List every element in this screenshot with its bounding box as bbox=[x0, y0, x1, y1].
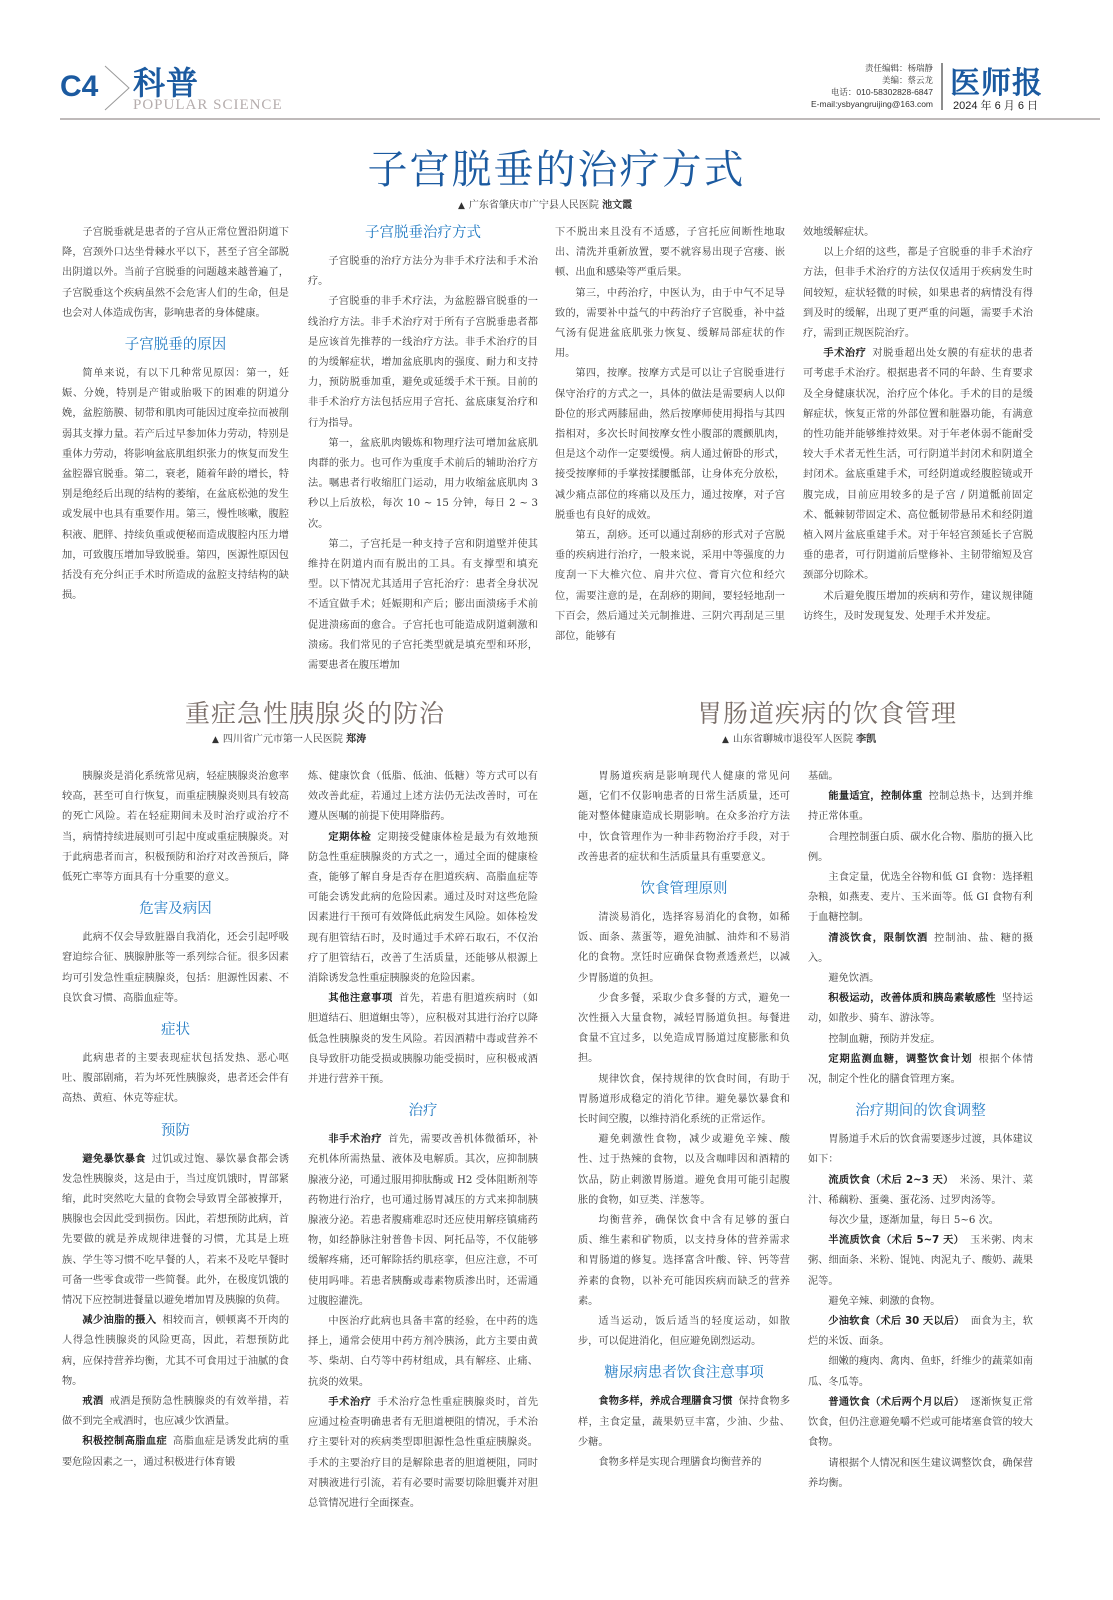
section-heading: 糖尿病患者饮食注意事项 bbox=[604, 1365, 764, 1382]
paragraph: 简单来说，有以下几种常见原因：第一，妊娠、分娩，特别是产钳或胎吸下的困难的阴道分娩，盆腔筋膜、韧带和肌肉可能因过度牵拉而被削弱其支撑力量。若产后过早参加体力劳动，特别是重体力劳动，将影响盆底肌组织张力的恢复而发生盆腔器官脱垂。第二，衰老，随着年龄的增长，特别是绝经后出现的结构的萎缩，在盆底松弛的发生或发展中也具有重要作用。第三，慢性咳嗽，腹腔积液、肥胖、持续负重或便秘而造成腹腔内压力增加，可致腹压增加导致脱垂。第四，医源性原因包括没有充分纠正手术时所造成的盆腔支持结构的缺损。 bbox=[62, 368, 289, 602]
paragraph-text: 逐渐恢复正常饮食，但仍注意避免嚼不烂或可能堵塞食管的较大食物。 bbox=[808, 1396, 1034, 1449]
masthead-divider bbox=[941, 63, 943, 110]
paragraph-text: 保持食物多样，主食定量，蔬果奶豆丰富，少油、少盐、少糖。 bbox=[578, 1396, 791, 1448]
article2-column-2 bbox=[308, 767, 538, 1514]
paragraph bbox=[308, 989, 538, 1090]
section-heading: 症状 bbox=[161, 1022, 190, 1039]
paragraph: 避免辛辣、刺激的食物。 bbox=[828, 1295, 941, 1307]
article1-column-1 bbox=[62, 223, 289, 606]
section-heading: 治疗期间的饮食调整 bbox=[855, 1103, 986, 1120]
paragraph bbox=[808, 1312, 1033, 1352]
paragraph: 清淡易消化，选择容易消化的食物，如稀饭、面条、蒸蛋等，避免油腻、油炸和不易消化的食物。烹饪时应确保食物煮透煮烂，以减少胃肠道的负担。 bbox=[578, 912, 790, 984]
paragraph-text: 面食为主，软烂的米饭、面条。 bbox=[808, 1316, 1033, 1348]
masthead bbox=[0, 0, 1113, 120]
paragraph-text: 坚持运动，如散步、骑车、游泳等。 bbox=[808, 993, 1033, 1025]
paragraph-lead: 食物多样，养成合理膳食习惯 bbox=[598, 1396, 733, 1408]
paragraph: 炼、健康饮食（低脂、低油、低糖）等方式可以有效改善此症，若通过上述方法仍无法改善时，可在遵从医嘱的前提下使用降脂药。 bbox=[308, 771, 538, 823]
paragraph bbox=[808, 787, 1033, 827]
issue-date: 2024 年 6 月 6 日 bbox=[953, 100, 1038, 112]
byline-author: 池文霞 bbox=[602, 200, 633, 211]
paragraph: 第四，按摩。按摩方式是可以让子宫脱垂进行保守治疗的方式之一，具体的做法是需要病人以仰卧位的形式两膝屈曲，然后按摩师使用拇指与其四指相对，多次长时间按摩女性小腹部的震颤肌肉，但是这个动作一定要缓慢。病人通过俯卧的形式，接受按摩师的手掌按揉腰骶部，让身体充分放松，减少痛点部位的疼痛以及压力，通过按摩，对子宫脱垂也有良好的成效。 bbox=[555, 368, 785, 521]
section-heading: 子宫脱垂的原因 bbox=[124, 337, 227, 354]
article2-column-1 bbox=[62, 767, 289, 1473]
byline-org: 山东省聊城市退役军人医院 bbox=[732, 734, 853, 745]
paragraph-text: 对脱垂超出处女膜的有症状的患者可考虑手术治疗。根据患者不同的年龄、生育要求及全身健康状况，治疗应个体化。手术的目的是缓解症状，恢复正常的外部位置和脏器功能，有满意的性功能并能够维持效果。对于年老体弱不能耐受较大手术者无性生活，可行阴道半封闭术和阴道全封闭术。盆底重建手术，可经阴道或经腹腔镜或开腹完成，目前应用较多的是子宫 / 阴道骶前固定术、骶棘韧带固定术、高位骶韧带悬吊术和经阴道植入网片盆底重建手术。对于年轻宫颈延长子宫脱垂的患者，可行阴道前后壁修补、主韧带缩短及宫颈部分切除术。 bbox=[803, 348, 1034, 582]
paragraph: 下不脱出来且没有不适感，子宫托应间断性地取出、清洗并重新放置，要不就容易出现子宫瘘、嵌顿、出血和感染等严重后果。 bbox=[555, 227, 785, 279]
paragraph-text: 玉米粥、肉末粥、细面条、米粉、馄饨、肉泥丸子、酸奶、蔬果泥等。 bbox=[808, 1235, 1034, 1287]
chevron-divider-icon bbox=[103, 64, 133, 112]
paragraph: 请根据个人情况和医生建议调整饮食，确保营养均衡。 bbox=[808, 1457, 1033, 1489]
triangle-icon: ▲ bbox=[458, 201, 465, 211]
paragraph-text: 高脂血症是诱发此病的重要危险因素之一，通过积极进行体育锻 bbox=[62, 1436, 290, 1468]
section-heading: 危害及病因 bbox=[139, 901, 212, 918]
paragraph bbox=[62, 1311, 289, 1392]
paragraph-lead: 能量适宜，控制体重 bbox=[828, 791, 923, 803]
paragraph-text: 米汤、果汁、菜汁、稀藕粉、蛋羹、蛋花汤、过罗肉汤等。 bbox=[808, 1174, 1033, 1206]
paragraph bbox=[308, 1393, 538, 1514]
paragraph-text: 相较而言，顿顿离不开肉的人得急性胰腺炎的风险更高，因此，若想预防此病，应保持营养均衡，尤其不可食用过于油腻的食物。 bbox=[62, 1315, 290, 1387]
paragraph-lead: 其他注意事项 bbox=[328, 993, 393, 1005]
paragraph-text: 控制油、盐、糖的摄入。 bbox=[808, 932, 1034, 964]
paragraph: 第五，刮痧。还可以通过刮痧的形式对子宫脱垂的疾病进行治疗，一般来说，采用中等强度的力度刮一下大椎穴位、肩井穴位、膏肓穴位和经穴位，需要注意的是，在刮痧的期间，要轻轻地刮一下百会，然后通过关元制推进、三阴穴再刮足三里部位，能够有 bbox=[555, 530, 785, 643]
section-title: 科普 bbox=[133, 64, 200, 102]
byline-author: 李凯 bbox=[856, 734, 877, 745]
paragraph-lead: 清淡饮食，限制饮酒 bbox=[828, 932, 929, 944]
paragraph bbox=[308, 1130, 538, 1312]
section-heading: 治疗 bbox=[408, 1103, 438, 1120]
paragraph: 胃肠道手术后的饮食需要逐步过渡，具体建议如下： bbox=[808, 1134, 1033, 1166]
page-number: C4 bbox=[60, 70, 99, 103]
paragraph bbox=[578, 1392, 790, 1453]
paragraph-lead: 积极控制高脂血症 bbox=[82, 1436, 168, 1448]
paragraph: 术后避免腹压增加的疾病和劳作，建议规律随访终生，及时发现复发、处理手术并发症。 bbox=[803, 590, 1033, 622]
paragraph-lead: 流质饮食（术后 2~3 天） bbox=[828, 1174, 954, 1186]
section-subtitle: POPULAR SCIENCE bbox=[133, 97, 283, 113]
paragraph bbox=[62, 1150, 289, 1312]
paragraph-lead: 手术治疗 bbox=[823, 348, 867, 360]
paragraph-text: 手术治疗急性重症胰腺炎时，首先应通过检查明确患者有无胆道梗阻的情况，手术治疗主要针对的疾病类型即胆源性急性重症胰腺炎。手术的主要治疗目的是解除患者的胆道梗阻，同时对胰液进行引流，若有必要时需要切除胆囊并对胆总管情况进行全面探查。 bbox=[308, 1396, 539, 1509]
paragraph bbox=[62, 1432, 289, 1472]
article1-column-2 bbox=[308, 222, 538, 676]
paragraph: 此病不仅会导致脏器自我消化，还会引起呼吸窘迫综合征、胰腺肿胀等一系列综合征。很多因素均可引发急性重症胰腺炎，包括：胆源性因素、不良饮食习惯、高脂血症等。 bbox=[62, 932, 289, 1004]
paragraph: 第二，子宫托是一种支持子宫和阴道壁并使其维持在阴道内而有脱出的工具。有支撑型和填充型。以下情况尤其适用子宫托治疗：患者全身状况不适宜做手术；妊娠期和产后；膨出面溃疡手术前促进溃疡面的愈合。子宫托也可能造成阴道刺激和溃疡。我们常见的子宫托类型就是填充型和环形，需要患者在腹压增加 bbox=[308, 538, 538, 672]
paragraph-lead: 积极运动，改善体质和胰岛素敏感性 bbox=[828, 993, 996, 1005]
paragraph bbox=[808, 1393, 1033, 1454]
triangle-icon: ▲ bbox=[722, 735, 729, 745]
paragraph: 控制血糖，预防并发症。 bbox=[828, 1033, 941, 1045]
editor-info bbox=[811, 62, 933, 110]
paragraph: 子宫脱垂就是患者的子宫从正常位置沿阴道下降，宫颈外口达坐骨棘水平以下，甚至子宫全部脱出阴道以外。当前子宫脱垂的问题越来越普遍了，子宫脱垂这个疾病虽然不会危害人们的生命，但是也会对人体造成伤害，影响患者的身体健康。 bbox=[62, 227, 289, 319]
phone: 电话：010-58302828-6847 bbox=[830, 87, 933, 97]
paragraph-text: 根据个体情况，制定个性化的膳食管理方案。 bbox=[808, 1053, 1034, 1086]
masthead-rule bbox=[60, 118, 1100, 120]
paragraph: 主食定量，优选全谷物和低 GI 食物：选择粗杂粮，如燕麦、麦片、玉米面等。低 GI 食物有利于血糖控制。 bbox=[808, 872, 1033, 924]
paragraph: 效地缓解症状。 bbox=[803, 227, 875, 238]
paragraph: 每次少量，逐渐加量，每日 5~6 次。 bbox=[828, 1215, 999, 1227]
paragraph bbox=[808, 929, 1033, 969]
article-byline bbox=[722, 730, 876, 745]
article-byline bbox=[458, 196, 632, 211]
paragraph: 第一，盆底肌肉锻炼和物理疗法可增加盆底肌肉群的张力。也可作为重度手术前后的辅助治疗方法。嘱患者行收缩肛门运动，用力收缩盆底肌肉 3 秒以上后放松，每次 10 ~ 15 分钟，每日 2 ~ 3 次。 bbox=[308, 437, 538, 530]
paragraph-text: 首先，若患有胆道疾病时（如胆道结石、胆道蛔虫等），应积极对其进行治疗以降低急性胰腺炎的发生风险。若因酒精中毒或营养不良导致肝功能受损或胰腺功能受损时，应积极戒酒并进行营养干预。 bbox=[308, 993, 539, 1086]
triangle-icon: ▲ bbox=[212, 735, 219, 745]
paragraph-text: 戒酒是预防急性胰腺炎的有效举措，若做不到完全戒酒时，也应减少饮酒量。 bbox=[62, 1396, 290, 1428]
paragraph bbox=[808, 1050, 1033, 1090]
paragraph-lead: 减少油脂的摄入 bbox=[82, 1315, 157, 1327]
paragraph-lead: 普通饮食（术后两个月以后） bbox=[828, 1396, 965, 1408]
paragraph bbox=[803, 344, 1033, 586]
email: E-mail:ysbyangruijing@163.com bbox=[810, 99, 933, 109]
byline-org: 广东省肇庆市广宁县人民医院 bbox=[468, 200, 599, 211]
paragraph-text: 过饥或过饱、暴饮暴食都会诱发急性胰腺炎，这是由于，当过度饥饿时，胃部紧缩，此时突然吃大量的食物会导致胃全部被撑开，胰腺也会因此受到损伤。因此，若想预防此病，首先要做的就是养成规律进餐的习惯，尤其是上班族、学生等习惯不吃早餐的人，若来不及吃早餐时可备一些零食或带一些简餐。此外，在极度饥饿的情况下应控制进餐量以避免增加胃及胰腺的负荷。 bbox=[62, 1153, 290, 1307]
paragraph: 子宫脱垂的治疗方法分为非手术疗法和手术治疗。 bbox=[308, 256, 538, 288]
section-heading: 子宫脱垂治疗方式 bbox=[365, 225, 481, 241]
paragraph: 食物多样是实现合理膳食均衡营养的 bbox=[598, 1457, 762, 1469]
paragraph: 此病患者的主要表现症状包括发热、恶心呕吐、腹部剧痛，若为坏死性胰腺炎，患者还会伴有高热、黄疸、休克等症状。 bbox=[62, 1053, 289, 1105]
article3-column-2 bbox=[808, 767, 1033, 1494]
newspaper-logo: 医师报 bbox=[950, 66, 1043, 101]
paragraph-lead: 定期监测血糖，调整饮食计划 bbox=[828, 1053, 973, 1065]
paragraph: 适当运动，饭后适当的轻度运动，如散步，可以促进消化，但应避免剧烈运动。 bbox=[578, 1316, 790, 1348]
paragraph: 基础。 bbox=[808, 771, 839, 782]
article-title: 胃肠道疾病的饮食管理 bbox=[697, 699, 958, 728]
paragraph: 胃肠道疾病是影响现代人健康的常见问题，它们不仅影响患者的日常生活质量，还可能对整体健康造成长期影响。在众多治疗方法中，饮食管理作为一种非药物治疗手段，对于改善患者的症状和生活质量具有重要意义。 bbox=[578, 771, 790, 863]
paragraph: 避免饮酒。 bbox=[828, 973, 880, 985]
section-heading: 预防 bbox=[161, 1122, 190, 1139]
article3-column-1 bbox=[578, 767, 790, 1473]
paragraph-lead: 避免暴饮暴食 bbox=[82, 1153, 146, 1165]
paragraph-lead: 半流质饮食（术后 5~7 天） bbox=[828, 1235, 965, 1247]
article1-column-3 bbox=[555, 223, 785, 647]
paragraph-lead: 戒酒 bbox=[82, 1396, 104, 1408]
article-title: 子宫脱垂的治疗方式 bbox=[367, 147, 746, 193]
paragraph: 均衡营养，确保饮食中含有足够的蛋白质、维生素和矿物质，以支持身体的营养需求和胃肠道的修复。选择富含叶酸、锌、钙等营养素的食物，以补充可能因疾病而缺乏的营养素。 bbox=[578, 1215, 790, 1307]
editor-name: 责任编辑：杨瑞静 bbox=[864, 63, 933, 73]
paragraph-text: 首先，需要改善机体微循环，补充机体所需热量、液体及电解质。其次，应抑制胰腺液分泌，可通过服用抑肽酶或 H2 受体阻断剂等药物进行治疗，也可通过肠胃减压的方式来抑制胰腺液分泌。若患者腹痛难忍时还应使用解痉镇痛药物，如经静脉注射普鲁卡因、阿托品等，不仅能够缓解疼痛，还可解除括约肌痉挛，但应注意，不可使用吗啡。若患者胰酶或毒素物质渗出时，还需通过腹腔灌洗。 bbox=[308, 1134, 539, 1307]
article1-column-4 bbox=[803, 223, 1033, 627]
paragraph: 避免刺激性食物，减少或避免辛辣、酸性、过于热辣的食物，以及含咖啡因和酒精的饮品，防止刺激胃肠道。避免食用可能引起腹胀的食物，如豆类、洋葱等。 bbox=[578, 1134, 790, 1206]
paragraph: 以上介绍的这些，都是子宫脱垂的非手术治疗方法，但非手术治疗的方法仅仅适用于疾病发生时间较短，症状轻微的时候，如果患者的病情没有得到及时的缓解，出现了更严重的问题，需要手术治疗，需到正规医院治疗。 bbox=[803, 247, 1033, 340]
paragraph bbox=[62, 1392, 289, 1432]
paragraph: 少食多餐，采取少食多餐的方式，避免一次性摄入大量食物，减轻胃肠道负担。每餐进食量不宜过多，以免造成胃肠道过度膨胀和负担。 bbox=[578, 992, 790, 1065]
paragraph-text: 定期接受健康体检是最为有效地预防急性重症胰腺炎的方式之一，通过全面的健康检查，能够了解自身是否存在胆道疾病、高脂血症等可能会诱发此病的危险因素。通过及时对这些危险因素进行干预可有效降低此病发生风险。如体检发现有胆管结石时，及时通过手术碎石取石，不仅治疗了胆管结石，改善了生活质量，还能够从根源上消除诱发急性重症胰腺炎的危险因素。 bbox=[308, 831, 539, 985]
paragraph bbox=[808, 1171, 1033, 1211]
paragraph-lead: 少油软食（术后 30 天以后） bbox=[828, 1316, 965, 1328]
paragraph: 细嫩的瘦肉、禽肉、鱼虾，纤维少的蔬菜如南瓜、冬瓜等。 bbox=[808, 1356, 1033, 1388]
article-byline bbox=[212, 730, 366, 745]
section-heading: 饮食管理原则 bbox=[640, 881, 728, 898]
byline-author: 郑涛 bbox=[346, 734, 367, 745]
paragraph: 第三，中药治疗，中医认为，由于中气不足导致的，需要补中益气的中药治疗子宫脱垂，补中益气汤有促进盆底肌张力恢复、缓解局部症状的作用。 bbox=[555, 287, 785, 360]
paragraph-lead: 定期体检 bbox=[328, 831, 372, 843]
paragraph: 中医治疗此病也具备丰富的经验，在中药的选择上，通常会使用中药方剂冷胰汤，此方主要由黄芩、柴胡、白芍等中药材组成，具有解痉、止痛、抗炎的效果。 bbox=[308, 1316, 538, 1388]
paragraph-lead: 手术治疗 bbox=[328, 1396, 372, 1408]
paragraph: 子宫脱垂的非手术疗法，为盆腔器官脱垂的一线治疗方法。非手术治疗对于所有子宫脱垂患者都是应该首先推荐的一线治疗方法。非手术治疗的目的为缓解症状，增加盆底肌肉的强度、耐力和支持力，预防脱垂加重，避免或延缓手术干预。目前的非手术治疗方法包括应用子宫托、盆底康复治疗和行为指导。 bbox=[308, 296, 538, 429]
paragraph: 规律饮食，保持规律的饮食时间，有助于胃肠道形成稳定的消化节律。避免暴饮暴食和长时间空腹，以维持消化系统的正常运作。 bbox=[578, 1073, 790, 1126]
art-editor-name: 美编：蔡云龙 bbox=[881, 75, 933, 85]
paragraph bbox=[808, 1231, 1033, 1292]
paragraph bbox=[808, 989, 1033, 1029]
byline-org: 四川省广元市第一人民医院 bbox=[222, 734, 343, 745]
article-title: 重症急性胰腺炎的防治 bbox=[185, 699, 446, 728]
paragraph bbox=[308, 828, 538, 990]
paragraph: 胰腺炎是消化系统常见病，轻症胰腺炎治愈率较高，甚至可自行恢复，而重症胰腺炎则具有较高的死亡风险。若在轻症期间未及时治疗或治疗不当，病情持续进展则可引起中度或重症胰腺炎。对于此病患者而言，积极预防和治疗对改善预后，降低死亡率等方面具有十分重要的意义。 bbox=[62, 771, 289, 884]
paragraph: 合理控制蛋白质、碳水化合物、脂肪的摄入比例。 bbox=[808, 831, 1033, 863]
paragraph-lead: 非手术治疗 bbox=[328, 1134, 383, 1146]
paragraph-text: 控制总热卡，达到并维持正常体重。 bbox=[808, 791, 1034, 823]
